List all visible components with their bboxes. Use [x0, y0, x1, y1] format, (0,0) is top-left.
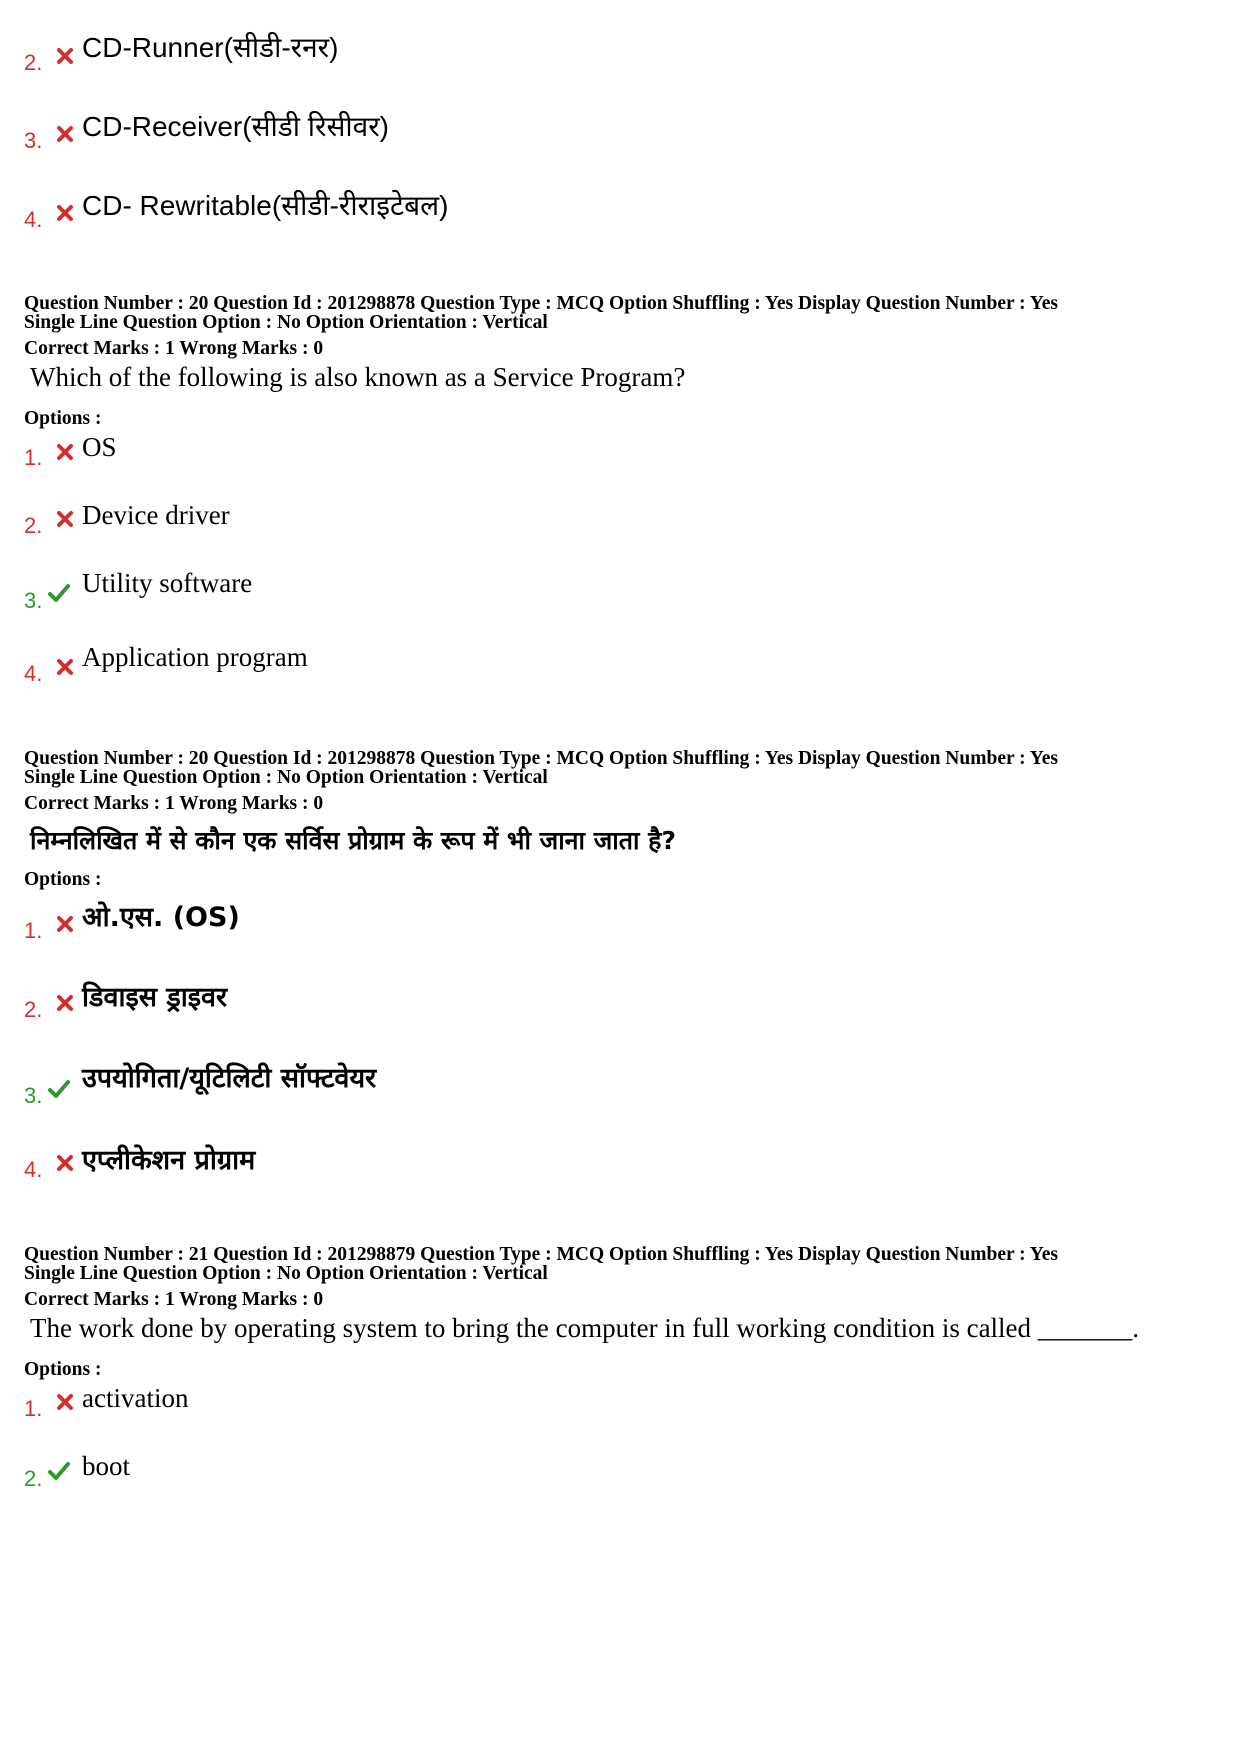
option-number: 3.: [24, 588, 43, 613]
option-text: boot: [82, 1451, 131, 1481]
option-number: 4.: [24, 661, 43, 686]
option-text: Utility software: [82, 568, 253, 598]
cross-icon: [55, 1392, 75, 1412]
question-text: The work done by operating system to bring the computer in full working condition is called _______.: [30, 1313, 1140, 1343]
check-icon: [47, 1460, 71, 1482]
question-meta-line2: Single Line Question Option : No Option Orientation : Vertical: [24, 312, 548, 333]
option-text: उपयोगिता/यूटिलिटी सॉफ्टवेयर: [82, 1063, 377, 1094]
question-text: निम्नलिखित में से कौन एक सर्विस प्रोग्राम के रूप में भी जाना जाता है?: [30, 826, 676, 855]
option-text: Device driver: [82, 500, 230, 530]
option-text: OS: [82, 432, 117, 462]
option-number: 3.: [24, 128, 43, 153]
check-icon: [47, 582, 71, 604]
options-label: Options :: [24, 408, 102, 429]
cross-icon: [55, 657, 75, 677]
question-marks: Correct Marks : 1 Wrong Marks : 0: [24, 338, 324, 359]
cross-icon: [55, 203, 75, 223]
option-number: 4.: [24, 207, 43, 232]
options-label: Options :: [24, 869, 102, 890]
option-text: CD- Rewritable(सीडी-रीराइटेबल): [82, 190, 449, 221]
question-text: Which of the following is also known as a Service Program?: [30, 362, 686, 392]
options-label: Options :: [24, 1359, 102, 1380]
question-marks: Correct Marks : 1 Wrong Marks : 0: [24, 1289, 324, 1310]
cross-icon: [55, 509, 75, 529]
option-number: 4.: [24, 1157, 43, 1182]
cross-icon: [55, 442, 75, 462]
question-meta: Question Number : 21 Question Id : 201298879 Question Type : MCQ Option Shuffling : Yes Display Question Number : Yes: [24, 1244, 1058, 1265]
option-number: 2.: [24, 1466, 43, 1491]
check-icon: [47, 1078, 71, 1100]
option-text: CD-Receiver(सीडी रिसीवर): [82, 111, 389, 142]
option-text: ओ.एस. (OS): [82, 902, 240, 933]
cross-icon: [55, 914, 75, 934]
question-meta-line2: Single Line Question Option : No Option Orientation : Vertical: [24, 1263, 548, 1284]
option-text: Application program: [82, 642, 308, 672]
option-text: activation: [82, 1383, 189, 1413]
option-text: एप्लीकेशन प्रोग्राम: [82, 1145, 256, 1176]
option-text: CD-Runner(सीडी-रनर): [82, 32, 339, 63]
option-number: 1.: [24, 1396, 43, 1421]
option-number: 2.: [24, 50, 43, 75]
option-text: डिवाइस ड्राइवर: [82, 982, 228, 1013]
question-meta: Question Number : 20 Question Id : 201298878 Question Type : MCQ Option Shuffling : Yes Display Question Number : Yes: [24, 293, 1058, 314]
option-number: 1.: [24, 918, 43, 943]
cross-icon: [55, 1153, 75, 1173]
option-number: 2.: [24, 997, 43, 1022]
cross-icon: [55, 124, 75, 144]
cross-icon: [55, 993, 75, 1013]
question-meta: Question Number : 20 Question Id : 201298878 Question Type : MCQ Option Shuffling : Yes Display Question Number : Yes: [24, 748, 1058, 769]
question-marks: Correct Marks : 1 Wrong Marks : 0: [24, 793, 324, 814]
cross-icon: [55, 46, 75, 66]
option-number: 2.: [24, 513, 43, 538]
option-number: 3.: [24, 1083, 43, 1108]
option-number: 1.: [24, 445, 43, 470]
question-meta-line2: Single Line Question Option : No Option Orientation : Vertical: [24, 767, 548, 788]
